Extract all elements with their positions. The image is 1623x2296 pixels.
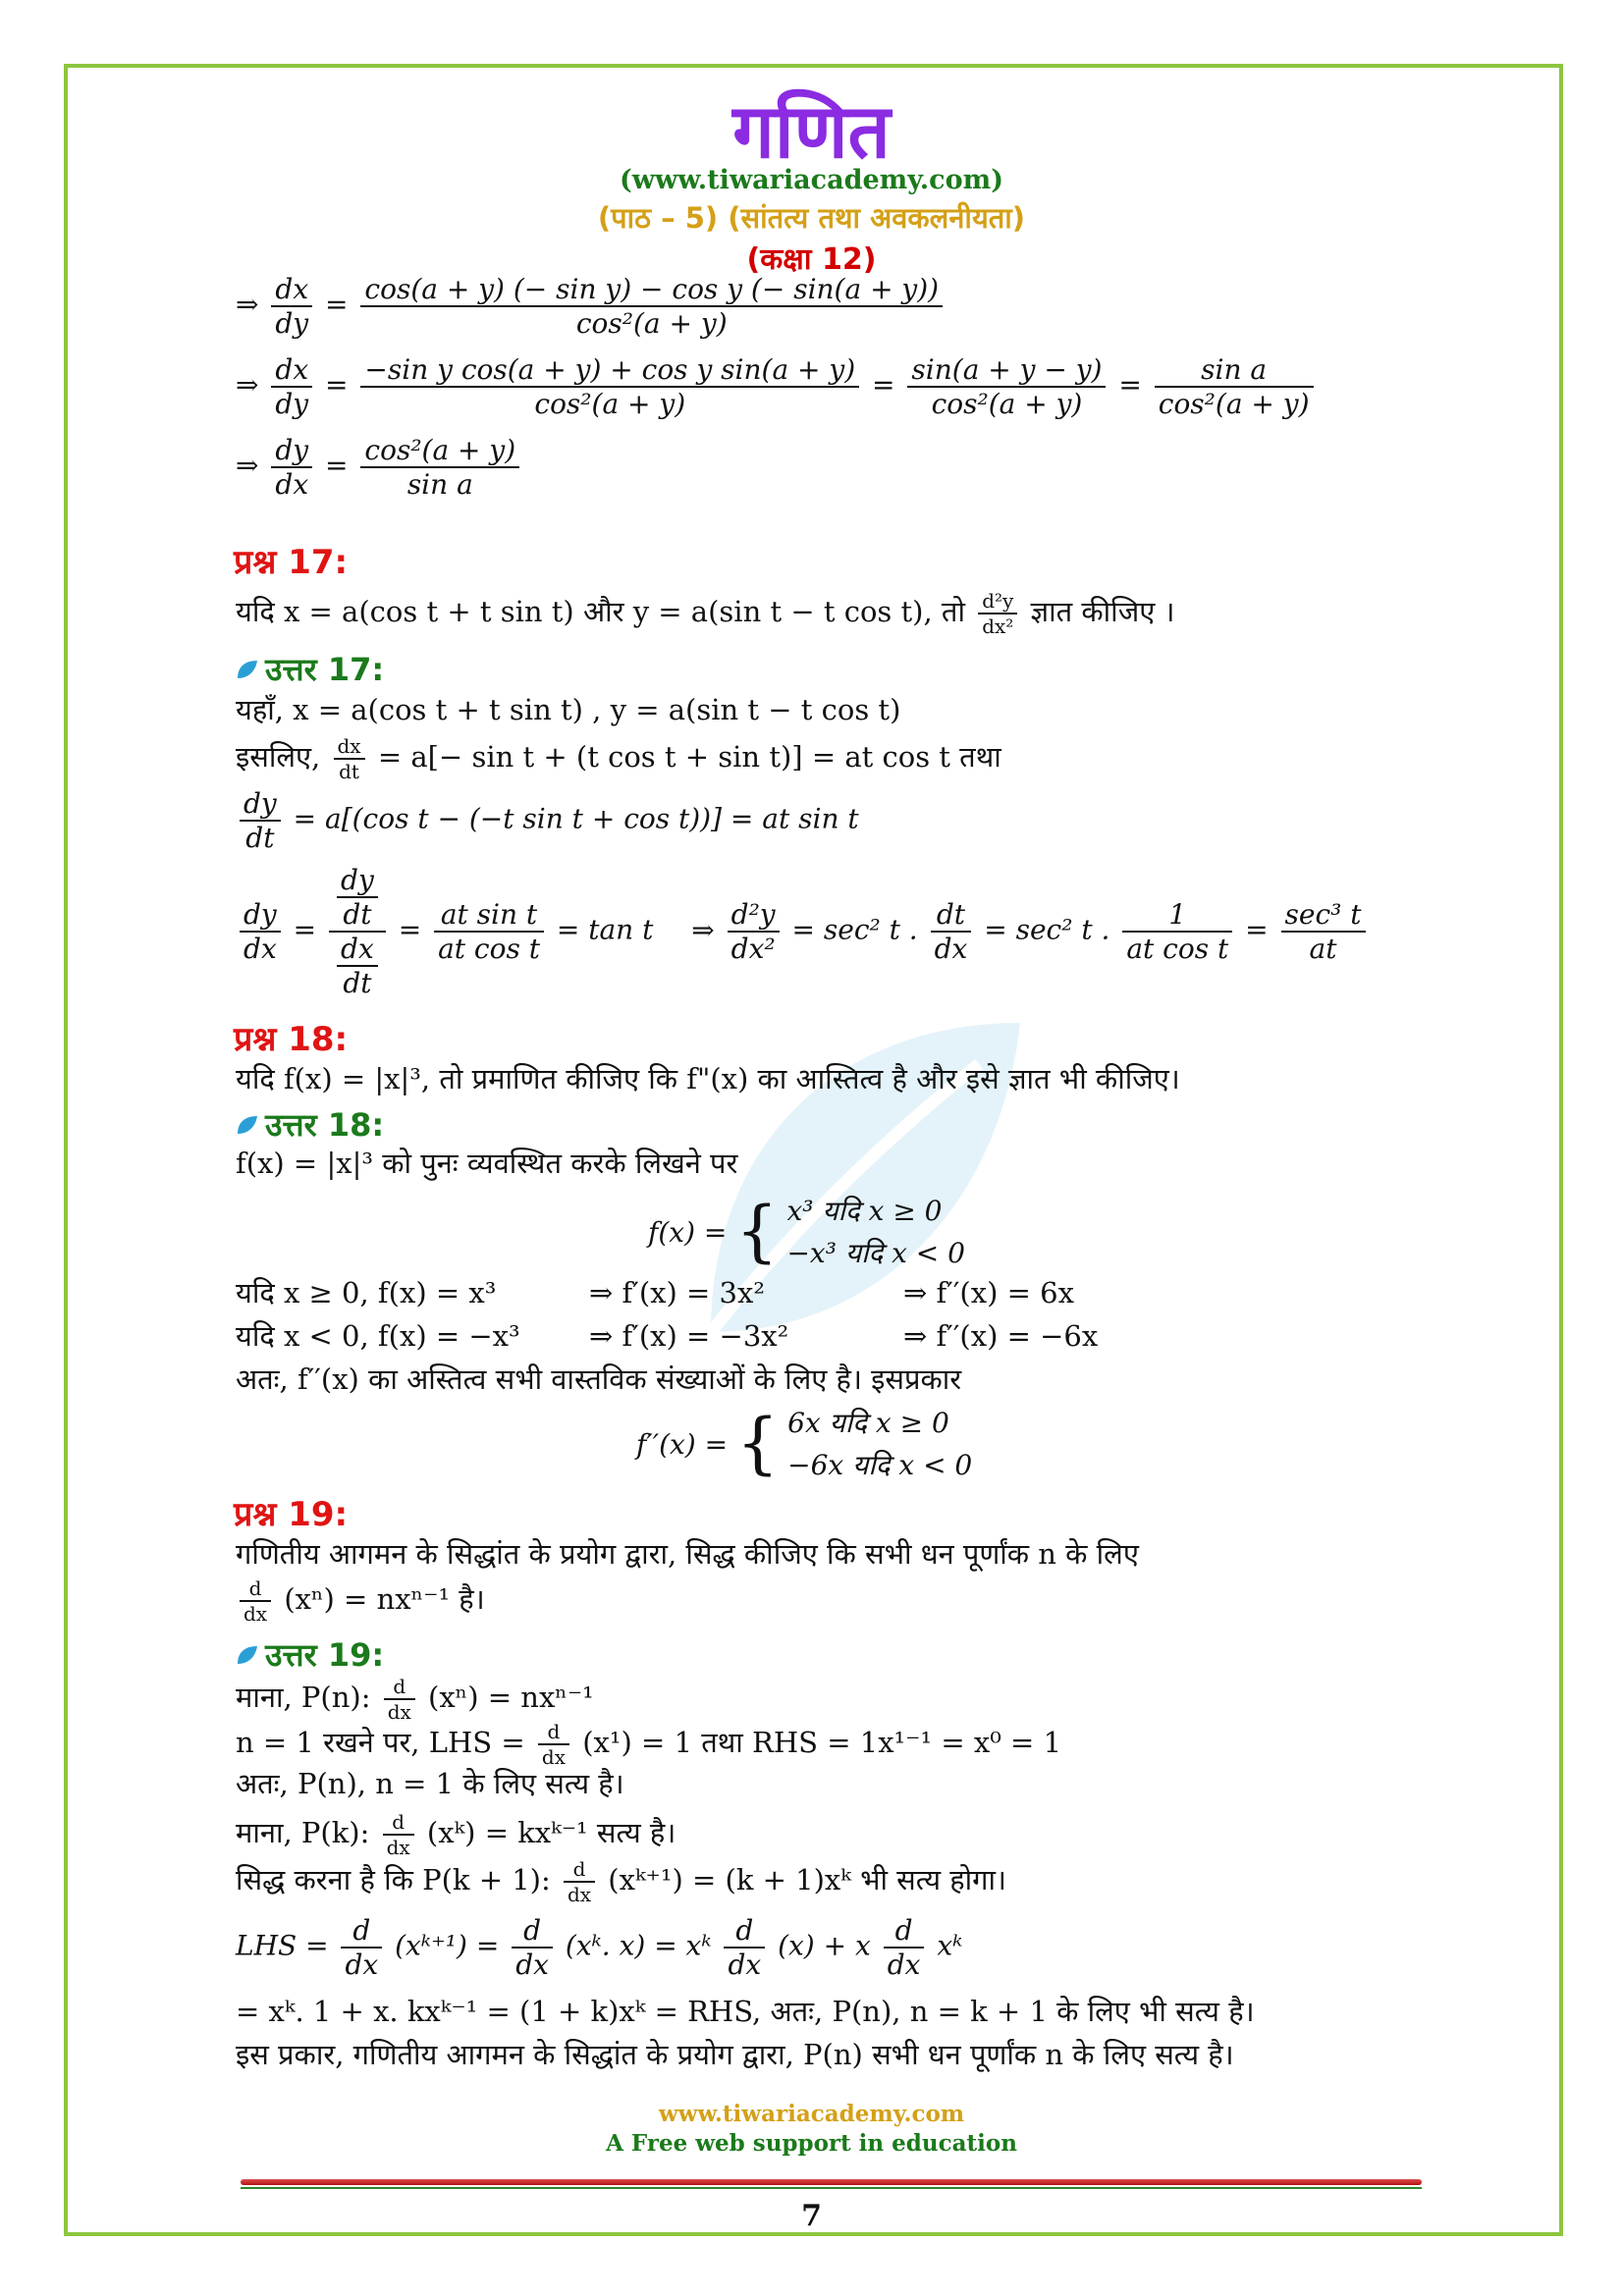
footer-divider-green (241, 2187, 1422, 2189)
continuation-step1: ⇒ $\frac{dx}{dy}$ = $\frac{\text{cos(a + y) (− sin y) − cos y (− sin(a + y))}}{\text{cos²(a + y)}}$ (236, 273, 947, 340)
chapter-title: (पाठ – 5) (सांतत्य तथा अवकलनीयता) (597, 201, 1026, 235)
answer-18-line4: अतः, f′′(x) का अस्तित्व सभी वास्तविक संख्याओं के लिए है। इसप्रकार (236, 1362, 962, 1396)
footer-divider (241, 2179, 1422, 2185)
question-18-label: प्रश्न 18: (234, 1020, 349, 1059)
answer-17-line4: $\frac{dy}{dx}$ = dy dt dx dt = $\frac{\text{at sin t}}{\text{at cos t}}$ = tan t ⇒ $\frac{\text{d²y}}{\text{dx²}}$ = sec² t . $\frac{dt}{dx}$ = sec² t . $\frac{1}{\text{at cos t}}$ = $\frac{\text{sec³ t}}{at}$ (236, 864, 1370, 999)
leaf-icon (236, 1644, 259, 1666)
answer-17-line3: $\frac{dy}{dt}$ = a[(cos t − (−t sin t + cos t))] = at sin t (236, 787, 859, 854)
answer-18-line1: f(x) = |x|³ को पुनः व्यवस्थित करके लिखने पर (236, 1147, 738, 1180)
answer-19-conclusion: इस प्रकार, गणितीय आगमन के सिद्धांत के प्रयोग द्वारा, P(n) सभी धन पूर्णांक n के लिए सत्य है। (236, 2038, 1234, 2071)
question-19-line2: $\frac{d}{dx}$ (xⁿ) = nxⁿ⁻¹ है। (236, 1576, 485, 1626)
answer-19-line5: सिद्ध करना है कि P(k + 1): $\frac{d}{dx}$ (xᵏ⁺¹) = (k + 1)xᵏ भी सत्य होगा। (236, 1857, 1006, 1906)
answer-19-line6: LHS = $\frac{d}{dx}$ (xᵏ⁺¹) = $\frac{d}{dx}$ (xᵏ. x) = xᵏ $\frac{d}{dx}$ (x) + x $\frac{d}{dx}$ xᵏ (236, 1914, 963, 1981)
piecewise-f: f(x) = { x³ यदि x ≥ 0 −x³ यदि x < 0 (648, 1193, 965, 1271)
leaf-icon (236, 659, 259, 680)
footer-tagline: A Free web support in education (606, 2130, 1017, 2157)
header-website: (www.tiwariacademy.com) (620, 165, 1003, 195)
leaf-icon (236, 1114, 259, 1136)
question-19-label: प्रश्न 19: (234, 1495, 349, 1534)
answer-19-line3: अतः, P(n), n = 1 के लिए सत्य है। (236, 1767, 624, 1800)
question-19-line1: गणितीय आगमन के सिद्धांत के प्रयोग द्वारा, सिद्ध कीजिए कि सभी धन पूर्णांक n के लिए (236, 1537, 1139, 1571)
answer-19-label: उत्तर 19: (236, 1633, 384, 1676)
answer-19-line7: = xᵏ. 1 + x. kxᵏ⁻¹ = (1 + k)xᵏ = RHS, अतः, P(n), n = k + 1 के लिए भी सत्य है। (236, 1995, 1255, 2028)
answer-17-label: उत्तर 17: (236, 648, 384, 690)
answer-18-line2: यदि x ≥ 0, f(x) = x³ ⇒ f′(x) = 3x² ⇒ f′′(x) = 6x (236, 1276, 1074, 1309)
page-number: 7 (801, 2199, 822, 2233)
class-label: (कक्षा 12) (746, 242, 877, 277)
answer-19-line4: माना, P(k): $\frac{d}{dx}$ (xᵏ) = kxᵏ⁻¹ सत्य है। (236, 1810, 676, 1859)
answer-17-line1: यहाँ, x = a(cos t + t sin t) , y = a(sin t − t cos t) (236, 693, 901, 726)
piecewise-f-double-prime: f′′(x) = { 6x यदि x ≥ 0 −6x यदि x < 0 (636, 1405, 973, 1483)
continuation-step2: ⇒ $\frac{dx}{dy}$ = $\frac{\text{−sin y cos(a + y) + cos y sin(a + y)}}{\text{cos²(a + y)}}$ = $\frac{\sin(a + y - y)}{\text{cos²(a + y)}}$ = $\frac{\text{sin a}}{\text{cos²(a + y)}}$ (236, 353, 1318, 420)
answer-18-label: उत्तर 18: (236, 1103, 384, 1146)
question-18-text: यदि f(x) = |x|³, तो प्रमाणित कीजिए कि f"(x) का आस्तित्व है और इसे ज्ञात भी कीजिए। (236, 1062, 1180, 1095)
question-17-label: प्रश्न 17: (234, 543, 349, 582)
page-title: गणित (732, 87, 891, 175)
answer-19-line1: माना, P(n): $\frac{d}{dx}$ (xⁿ) = nxⁿ⁻¹ (236, 1675, 594, 1724)
answer-19-line2: n = 1 रखने पर, LHS = $\frac{d}{dx}$ (x¹) = 1 तथा RHS = 1x¹⁻¹ = x⁰ = 1 (236, 1720, 1062, 1769)
question-17-text: यदि x = a(cos t + t sin t) और y = a(sin t − t cos t), तो $\frac{\text{d²y}}{\text{dx²}}$ ज्ञात कीजिए । (236, 589, 1175, 638)
answer-18-line3: यदि x < 0, f(x) = −x³ ⇒ f′(x) = −3x² ⇒ f′′(x) = −6x (236, 1319, 1099, 1353)
footer-website: www.tiwariacademy.com (658, 2101, 965, 2127)
answer-17-line2: इसलिए, $\frac{dx}{dt}$ = a[− sin t + (t cos t + sin t)] = at cos t तथा (236, 734, 1001, 783)
continuation-step3: ⇒ $\frac{dy}{dx}$ = $\frac{\text{cos²(a + y)}}{\text{sin a}}$ (236, 434, 523, 501)
